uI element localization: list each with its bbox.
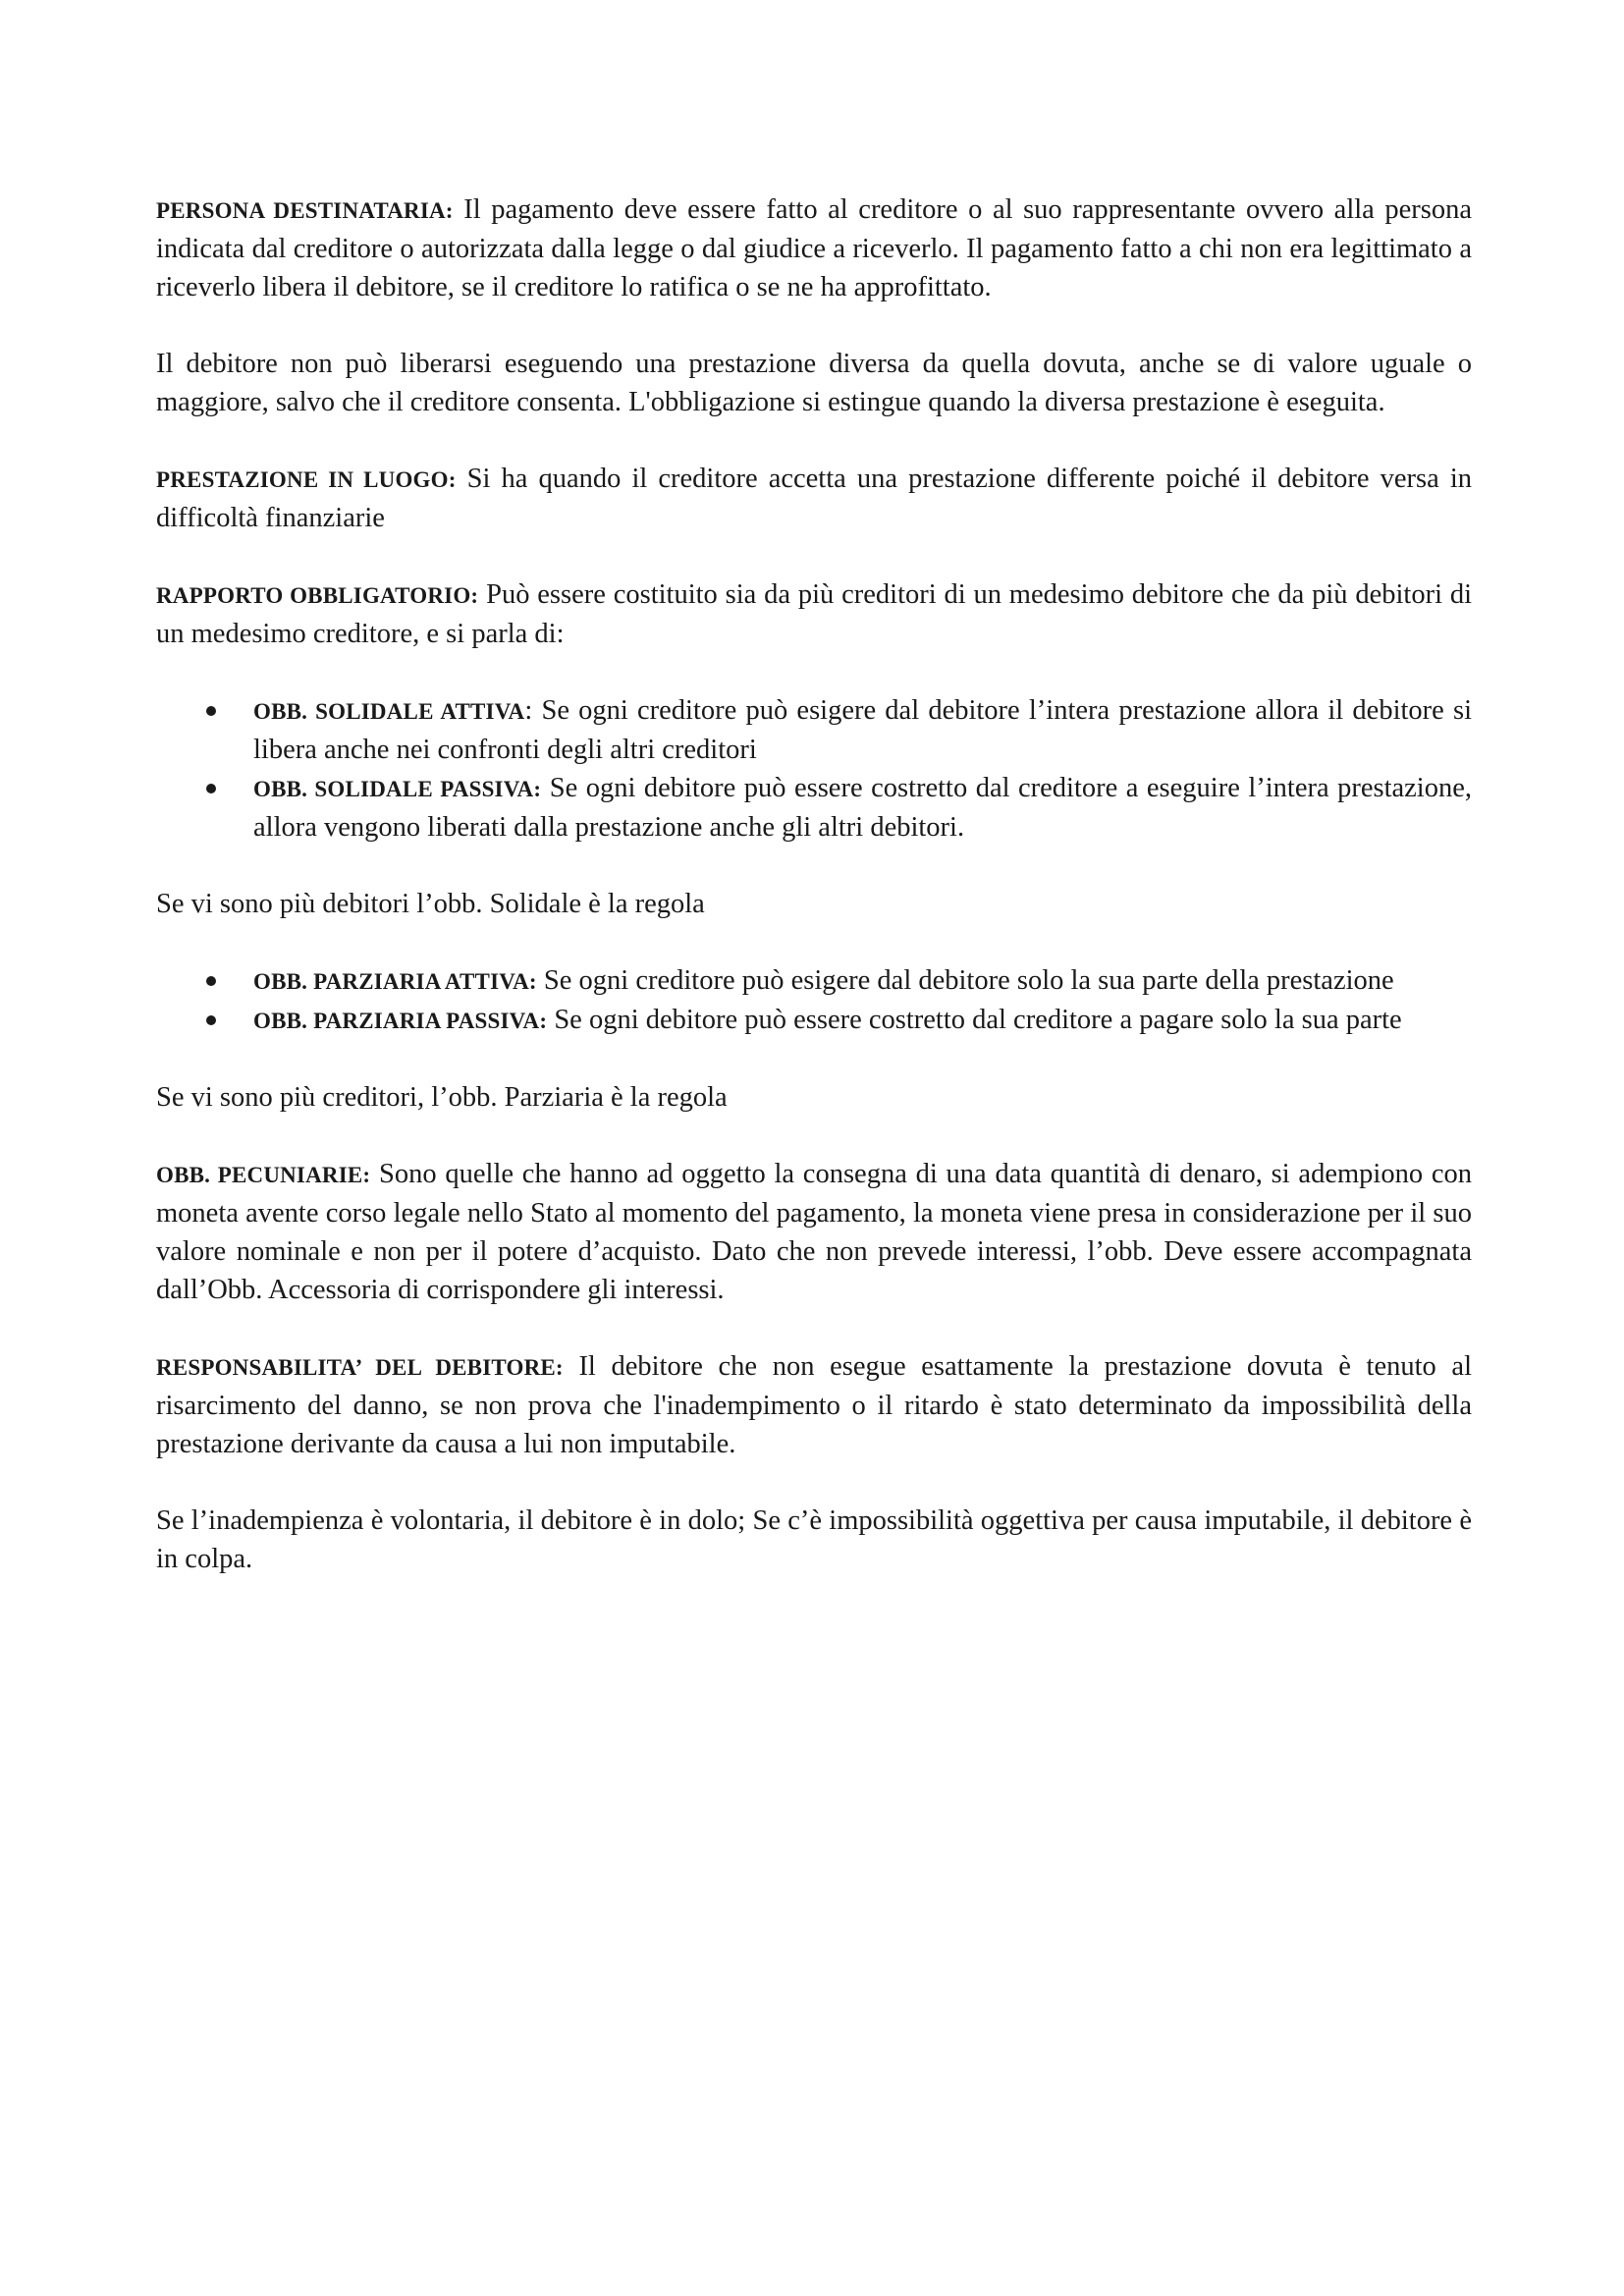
list-item-text: : Se ogni creditore può esigere dal debitore l’intera prestazione allora il debitore si libera anche nei confronti degli altri creditori xyxy=(253,695,1472,765)
paragraph-obb-pecuniarie xyxy=(156,1155,1472,1309)
term-label: RAPPORTO OBBLIGATORIO: xyxy=(156,583,479,608)
list-item-solidale-passiva xyxy=(156,769,1472,847)
term-label: OBB. SOLIDALE PASSIVA: xyxy=(253,777,542,801)
term-label: RESPONSABILITA’ DEL DEBITORE: xyxy=(156,1355,564,1380)
document-page xyxy=(156,191,1472,1616)
paragraph-persona-destinataria xyxy=(156,191,1472,306)
paragraph-responsabilita-debitore xyxy=(156,1347,1472,1463)
paragraph-prestazione-diversa xyxy=(156,345,1472,421)
list-item-parziaria-passiva xyxy=(156,1001,1472,1040)
term-label: PRESTAZIONE IN LUOGO: xyxy=(156,467,457,492)
paragraph-rapporto-obbligatorio xyxy=(156,575,1472,653)
list-item-solidale-attiva xyxy=(156,691,1472,769)
list-item-text: Se ogni debitore può essere costretto dal creditore a pagare solo la sua parte xyxy=(547,1005,1402,1035)
list-item-text: Se ogni debitore può essere costretto dal creditore a eseguire l’intera prestazione, allora vengono liberati dalla prestazione anche gli altri debitori. xyxy=(253,773,1472,843)
paragraph-text: Se l’inadempienza è volontaria, il debitore è in dolo; Se c’è impossibilità oggettiva per causa imputabile, il debitore è in colpa. xyxy=(156,1505,1472,1574)
bullet-icon xyxy=(206,1015,216,1025)
paragraph-text: Il debitore che non esegue esattamente la prestazione dovuta è tenuto al risarcimento del danno, se non prova che l'inadempimento o il ritardo è stato determinato da impossibilità della prestazione derivante da causa a lui non imputabile. xyxy=(156,1351,1472,1459)
paragraph-regola-solidale xyxy=(156,885,1472,923)
bullet-icon xyxy=(206,706,216,716)
list-solidali xyxy=(156,691,1472,847)
term-label: OBB. PECUNIARIE: xyxy=(156,1163,371,1187)
paragraph-text: Se vi sono più debitori l’obb. Solidale è la regola xyxy=(156,889,705,919)
list-parziarie xyxy=(156,961,1472,1040)
paragraph-text: Se vi sono più creditori, l’obb. Parziaria è la regola xyxy=(156,1082,728,1113)
paragraph-text: Può essere costituito sia da più creditori di un medesimo debitore che da più debitori di un medesimo creditore, e si parla di: xyxy=(156,579,1472,649)
term-label: OBB. PARZIARIA ATTIVA: xyxy=(253,969,537,994)
paragraph-prestazione-in-luogo xyxy=(156,460,1472,537)
term-label: OBB. PARZIARIA PASSIVA: xyxy=(253,1009,548,1033)
paragraph-text: Si ha quando il creditore accetta una prestazione differente poiché il debitore versa in difficoltà finanziarie xyxy=(156,464,1472,533)
paragraph-text: Il pagamento deve essere fatto al creditore o al suo rappresentante ovvero alla persona indicata dal creditore o autorizzata dalla legge o dal giudice a riceverlo. Il pagamento fatto a chi non era legittimato a riceverlo libera il debitore, se il creditore lo ratifica o se ne ha approfittato. xyxy=(156,194,1473,302)
term-label: OBB. SOLIDALE ATTIVA xyxy=(253,699,525,724)
bullet-icon xyxy=(206,976,216,986)
paragraph-regola-parziaria xyxy=(156,1078,1472,1117)
bullet-icon xyxy=(206,784,216,793)
paragraph-text: Sono quelle che hanno ad oggetto la consegna di una data quantità di denaro, si adempiono con moneta avente corso legale nello Stato al momento del pagamento, la moneta viene presa in considerazione per il suo valore nominale e non per il potere d’acquisto. Dato che non prevede interessi, l’obb. Deve essere accompagnata dall’Obb. Accessoria di corrispondere gli interessi. xyxy=(156,1159,1472,1305)
list-item-text: Se ogni creditore può esigere dal debitore solo la sua parte della prestazione xyxy=(536,965,1394,996)
list-item-parziaria-attiva xyxy=(156,961,1472,1001)
paragraph-text: Il debitore non può liberarsi eseguendo una prestazione diversa da quella dovuta, anche se di valore uguale o maggiore, salvo che il creditore consenta. L'obbligazione si estingue quando la diversa prestazione è eseguita. xyxy=(156,349,1472,417)
paragraph-dolo-colpa xyxy=(156,1502,1472,1578)
term-label: PERSONA DESTINATARIA: xyxy=(156,198,454,223)
